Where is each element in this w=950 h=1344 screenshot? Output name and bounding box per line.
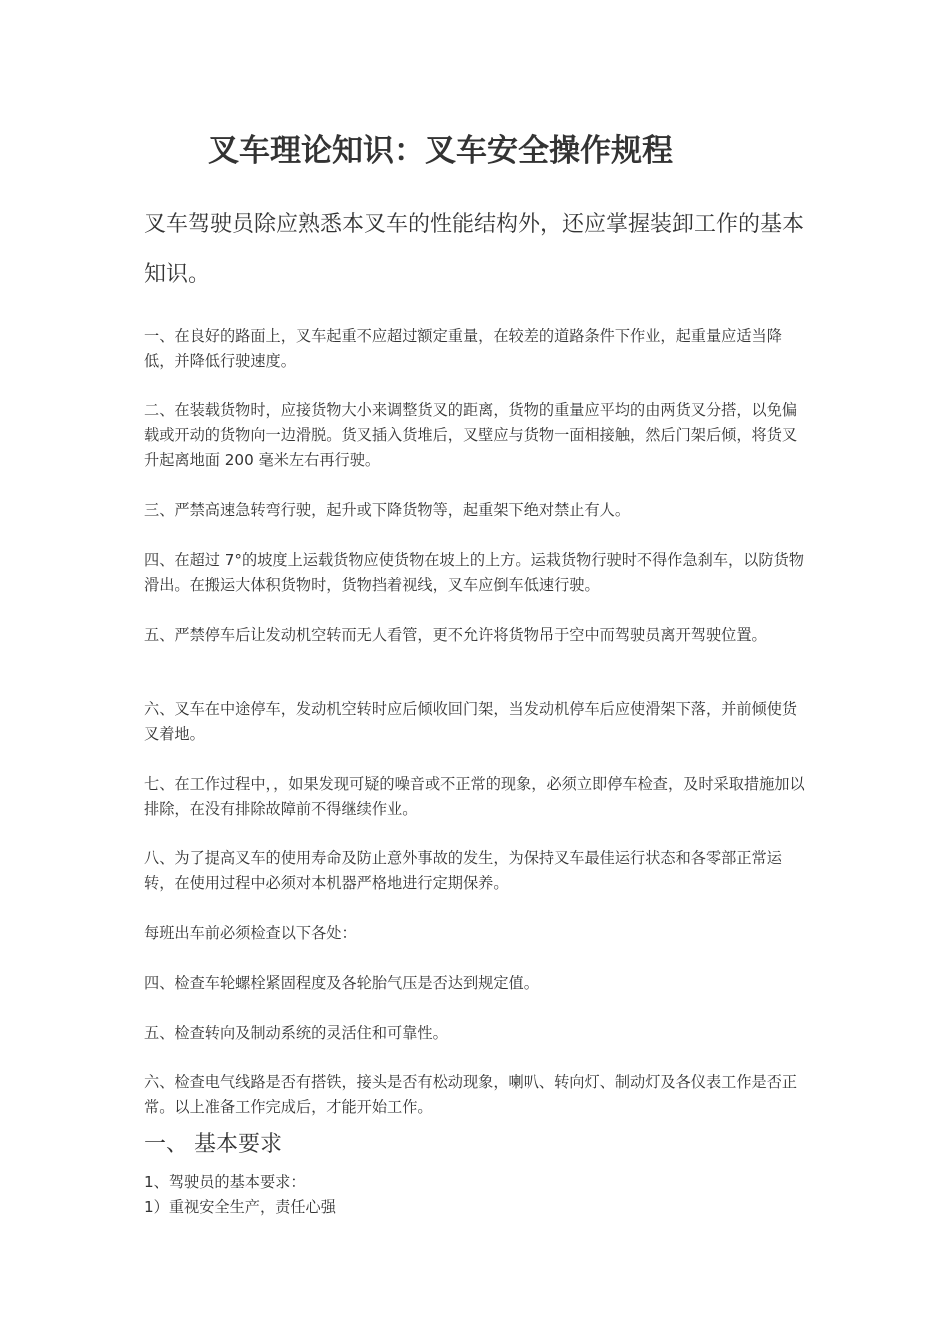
paragraph-1: 一、在良好的路面上，叉车起重不应超过额定重量，在较差的道路条件下作业，起重量应适当降低，并降低行驶速度。: [144, 327, 782, 370]
paragraph-5: 五、严禁停车后让发动机空转而无人看管，更不允许将货物吊于空中而驾驶员离开驾驶位置。: [144, 626, 767, 644]
paragraph-12: 六、检查电气线路是否有搭铁，接头是否有松动现象，喇叭、转向灯、制动灯及各仪表工作是否正常。以上准备工作完成后，才能开始工作。: [144, 1073, 798, 1116]
paragraph-3: 三、严禁高速急转弯行驶，起升或下降货物等，起重架下绝对禁止有人。: [144, 501, 630, 519]
paragraph-6: 六、叉车在中途停车，发动机空转时应后倾收回门架，当发动机停车后应使滑架下落，并前倾使货叉着地。: [144, 700, 798, 743]
paragraph-9: 每班出车前必须检查以下各处：: [144, 924, 357, 942]
section-number: 一、: [144, 1132, 189, 1157]
section-heading: [144, 1126, 282, 1164]
paragraph-8: 八、为了提高叉车的使用寿命及防止意外事故的发生，为保持叉车最佳运行状态和各零部正常运转，在使用过程中必须对本机器严格地进行定期保养。: [144, 849, 782, 892]
paragraph-2: 二、在装载货物时，应接货物大小来调整货叉的距离，货物的重量应平均的由两货叉分搭，以免偏载或开动的货物向一边滑脱。货叉插入货堆后，叉壁应与货物一面相接触，然后门架后倾，将货叉升起离地面 200 毫米左右再行驶。: [144, 401, 798, 469]
paragraph-7: 七、在工作过程中，，如果发现可疑的噪音或不正常的现象，必须立即停车检查，及时采取措施加以排除，在没有排除故障前不得继续作业。: [144, 775, 805, 818]
paragraph-10: 四、检查车轮螺栓紧固程度及各轮胎气压是否达到规定值。: [144, 974, 539, 992]
intro-paragraph: 叉车驾驶员除应熟悉本叉车的性能结构外，还应掌握装卸工作的基本知识。: [144, 212, 805, 287]
list-item: 1）重视安全生产，责任心强: [144, 1198, 336, 1216]
section-title: 基本要求: [194, 1132, 283, 1157]
document-title: 叉车理论知识：叉车安全操作规程: [208, 133, 673, 169]
paragraph-11: 五、检查转向及制动系统的灵活住和可靠性。: [144, 1024, 448, 1042]
list-item: 1、驾驶员的基本要求：: [144, 1173, 306, 1191]
paragraph-4: 四、在超过 7°的坡度上运载货物应使货物在坡上的上方。运栽货物行驶时不得作急刹车，以防货物滑出。在搬运大体积货物时，货物挡着视线，叉车应倒车低速行驶。: [144, 551, 804, 594]
